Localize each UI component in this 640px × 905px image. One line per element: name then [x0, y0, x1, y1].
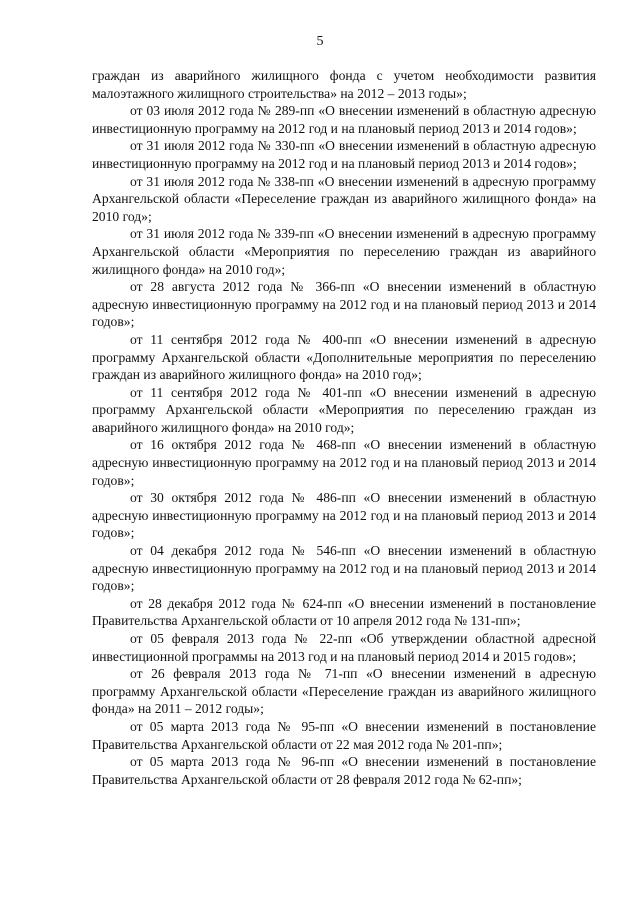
- paragraph: от 11 сентября 2012 года № 401-пп «О внесении изменений в адресную программу Архангельской области «Мероприятия по переселению граждан из аварийного жилищного фонда» на 2010 год»;: [92, 384, 596, 435]
- paragraph: от 05 февраля 2013 года № 22-пп «Об утверждении областной адресной инвестиционной программы на 2013 год и на плановый период 2014 и 2015 годов»;: [92, 631, 596, 664]
- paragraph: от 16 октября 2012 года № 468-пп «О внесении изменений в областную адресную инвестиционную программу на 2012 год и на плановый период 2013 и 2014 годов»;: [92, 437, 596, 488]
- paragraph: от 31 июля 2012 года № 339-пп «О внесении изменений в адресную программу Архангельской области «Мероприятия по переселению граждан из аварийного жилищного фонда» на 2010 год»;: [92, 226, 596, 277]
- paragraph: от 05 марта 2013 года № 95-пп «О внесении изменений в постановление Правительства Архангельской области от 22 мая 2012 года № 201-пп»;: [92, 718, 596, 752]
- paragraph: от 31 июля 2012 года № 338-пп «О внесении изменений в адресную программу Архангельской области «Переселение граждан из аварийного жилищного фонда» на 2010 год»;: [92, 173, 596, 224]
- paragraph: от 11 сентября 2012 года № 400-пп «О внесении изменений в адресную программу Архангельской области «Дополнительные мероприятия по переселению граждан из аварийного жилищного фонда» на 2010 год»;: [92, 331, 596, 383]
- paragraph: от 31 июля 2012 года № 330-пп «О внесении изменений в областную адресную инвестиционную программу на 2012 год и на плановый период 2013 и 2014 годов»;: [92, 138, 596, 171]
- paragraph: граждан из аварийного жилищного фонда с учетом необходимости развития малоэтажного жилищного строительства» на 2012 – 2013 годы»;: [92, 68, 596, 101]
- paragraph: от 03 июля 2012 года № 289-пп «О внесении изменений в областную адресную инвестиционную программу на 2012 год и на плановый период 2013 и 2014 годов»;: [92, 103, 596, 136]
- paragraph: от 28 августа 2012 года № 366-пп «О внесении изменений в областную адресную инвестиционную программу на 2012 год и на плановый период 2013 и 2014 годов»;: [92, 279, 596, 330]
- paragraph: от 04 декабря 2012 года № 546-пп «О внесении изменений в областную адресную инвестиционную программу на 2012 год и на плановый период 2013 и 2014 годов»;: [92, 543, 596, 594]
- paragraph: от 05 марта 2013 года № 96-пп «О внесении изменений в постановление Правительства Архангельской области от 28 февраля 2012 года № 62-пп»;: [92, 754, 596, 787]
- paragraph: от 28 декабря 2012 года № 624-пп «О внесении изменений в постановление Правительства Архангельской области от 10 апреля 2012 года № 131-пп»;: [92, 595, 596, 629]
- page-number: 5: [316, 34, 324, 49]
- document-body: [92, 67, 596, 788]
- paragraph: от 26 февраля 2013 года № 71-пп «О внесении изменений в адресную программу Архангельской области «Переселение граждан из аварийного жилищного фонда» на 2011 – 2012 годы»;: [92, 666, 596, 717]
- paragraph: от 30 октября 2012 года № 486-пп «О внесении изменений в областную адресную инвестиционную программу на 2012 год и на плановый период 2013 и 2014 годов»;: [92, 490, 596, 541]
